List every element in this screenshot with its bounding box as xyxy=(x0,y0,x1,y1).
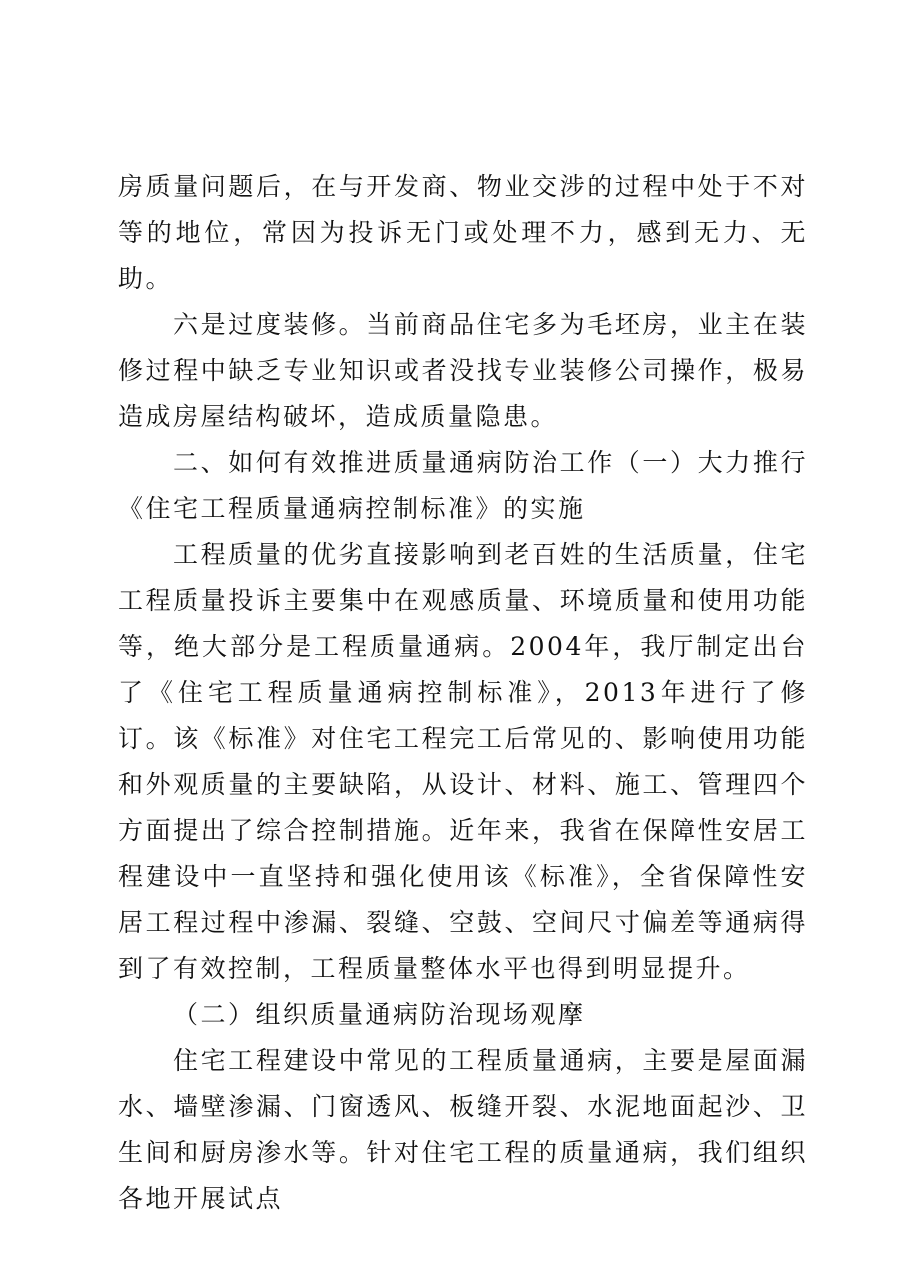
paragraph-over-decoration: 六是过度装修。当前商品住宅多为毛坯房，业主在装修过程中缺乏专业知识或者没找专业装修公司操作，极易造成房屋结构破坏，造成质量隐患。 xyxy=(118,310,808,431)
paragraph-continuation: 房质量问题后，在与开发商、物业交涉的过程中处于不对等的地位，常因为投诉无门或处理不力，感到无力、无助。 xyxy=(118,172,808,293)
subsection-heading-site-observation: （二）组织质量通病防治现场观摩 xyxy=(173,1000,586,1029)
paragraph-common-defects: 住宅工程建设中常见的工程质量通病，主要是屋面漏水、墙壁渗漏、门窗透风、板缝开裂、水泥地面起沙、卫生间和厨房渗水等。针对住宅工程的质量通病，我们组织各地开展试点 xyxy=(118,1046,808,1213)
paragraph-standard-implementation: 工程质量的优劣直接影响到老百姓的生活质量，住宅工程质量投诉主要集中在观感质量、环境质量和使用功能等，绝大部分是工程质量通病。2004年，我厅制定出台了《住宅工程质量通病控制标准》，2013年进行了修订。该《标准》对住宅工程完工后常见的、影响使用功能和外观质量的主要缺陷，从设计、材料、施工、管理四个方面提出了综合控制措施。近年来，我省在保障性安居工程建设中一直坚持和强化使用该《标准》，全省保障性安居工程过程中渗漏、裂缝、空鼓、空间尺寸偏差等通病得到了有效控制，工程质量整体水平也得到明显提升。 xyxy=(118,540,808,983)
section-heading-prevention: 二、如何有效推进质量通病防治工作（一）大力推行《住宅工程质量通病控制标准》的实施 xyxy=(118,448,808,523)
document-body xyxy=(118,164,808,1222)
